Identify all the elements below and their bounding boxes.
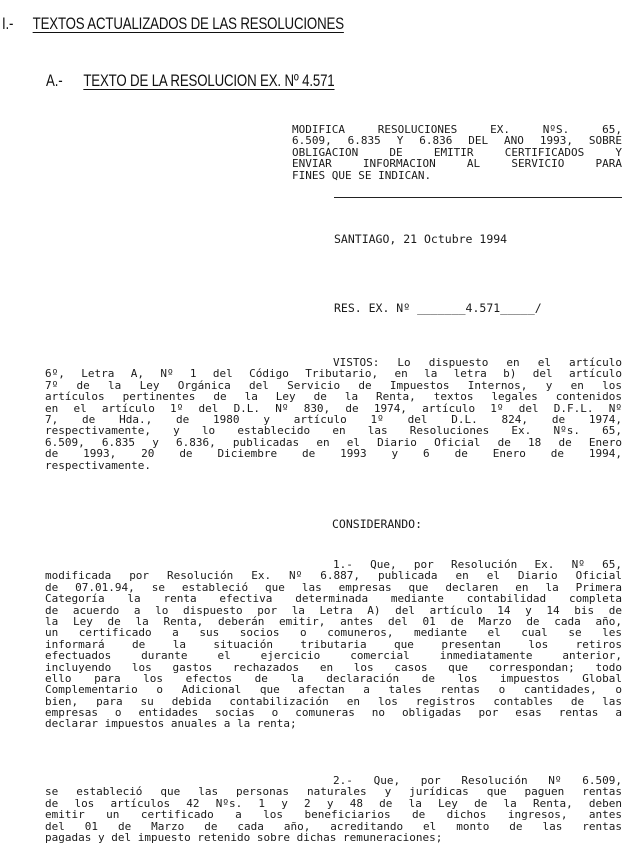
place-date: SANTIAGO, 21 Octubre 1994 [334,232,508,246]
summary-line: FINES QUE SE INDICAN. [292,169,432,181]
considerando-1-line: bien, para su debida contabilización en los registros contables de las [45,695,622,708]
section-heading [2,14,344,34]
vistos-line: 7, de Hda., de 1980 y artículo 1º del D.L. 824, de 1974, [45,413,622,426]
considerando-1-line: la Ley de la Renta, deberán emitir, antes del 01 de Marzo de cada año, [45,615,622,628]
considerando-1-line: Complementario o Adicional que afectan a tales rentas o cantidades, o [45,684,622,696]
vistos-line: respectivamente. [45,459,151,471]
summary-line: 6.509, 6.835 Y 6.836 DEL AÑO 1993, SOBRE [292,135,622,147]
summary-line: OBLIGACION DE EMITIR CERTIFICADOS Y [292,146,622,159]
considerando-1-paragraph [45,559,622,730]
considerando-1-line: un certificado a sus socios o comuneros, mediante el cual se les [45,627,622,639]
subsection-letter: A.- [46,71,63,90]
considerando-1-line: informará de la situación tributaria que presentan los retiros [45,638,622,651]
vistos-paragraph [45,357,622,471]
considerando-1-line: empresas o entidades socias o comuneras no obligadas por esas rentas a [45,707,622,719]
considerando-2-line: de los artículos 42 Nºs. 1 y 2 y 48 de la Ley de la Renta, deben [45,797,622,810]
considerando-1-line: efectuados durante el ejercicio comercial inmediatamente anterior, [45,650,622,662]
considerando-1-line: ello para los efectos de la declaración de los impuestos Global [45,672,622,685]
resolution-number: RES. EX. Nº _______4.571_____/ [334,301,542,315]
considerando-2-line: pagadas y del impuesto retenido sobre dichas remuneraciones; [45,831,443,844]
section-number: I.- [2,14,14,33]
considerando-1-line: Categoría la renta efectiva determinada mediante contabilidad completa [45,593,622,605]
considerando-1-line: 1.- Que, por Resolución Ex. Nº 65, [333,559,622,571]
vistos-line: en el artículo 1º del D.L. Nº 830, de 1974, artículo 1º del D.F.L. Nº [45,402,622,414]
vistos-line: de 1993, 20 de Diciembre de 1993 y 6 de Enero de 1994, [45,448,622,460]
vistos-line: VISTOS: Lo dispuesto en el artículo [333,357,622,369]
considerando-2-line: 2.- Que, por Resolución Nº 6.509, [333,775,622,787]
summary-divider [334,197,622,198]
considerando-2-line: se estableció que las personas naturales y jurídicas que paguen rentas [45,786,622,798]
subsection-heading [46,71,335,91]
vistos-line: 6.509, 6.835 y 6.836, publicadas en el Diario Oficial de 18 de Enero [45,436,622,449]
summary-line: ENVIAR INFORMACION AL SERVICIO PARA [292,158,622,170]
considerando-2-line: emitir un certificado a los beneficiarios de dichos ingresos, antes [45,809,622,821]
vistos-line: 6º, Letra A, Nº 1 del Código Tributario, en la letra b) del artículo [45,368,622,380]
considerando-1-line: declarar impuestos anuales a la renta; [45,718,297,730]
vistos-line: 7º de la Ley Orgánica del Servicio de Impuestos Internos, y en los [45,379,622,392]
considerando-1-line: de acuerdo a lo dispuesto por la Letra A) del artículo 14 y 14 bis de [45,604,622,616]
considerando-heading: CONSIDERANDO: [332,517,423,531]
summary-block [292,124,622,181]
considerando-2-line: del 01 de Marzo de cada año, acreditando el monto de las rentas [45,820,622,832]
vistos-line: respectivamente, y lo establecido en las Resoluciones Ex. Nºs. 65, [45,425,622,437]
section-title: TEXTOS ACTUALIZADOS DE LAS RESOLUCIONES [32,14,344,33]
vistos-line: artículos pertinentes de la Ley de la Renta, textos legales contenidos [45,391,622,403]
summary-line: MODIFICA RESOLUCIONES EX. NºS. 65, [292,124,622,136]
subsection-title: TEXTO DE LA RESOLUCION EX. Nº 4.571 [83,71,335,90]
considerando-1-line: incluyendo los gastos rechazados en los casos que correspondan; todo [45,661,622,673]
considerando-1-line: modificada por Resolución Ex. Nº 6.887, publicada en el Diario Oficial [45,570,622,582]
considerando-2-paragraph [45,775,622,843]
considerando-1-line: de 07.01.94, se estableció que las empresas que declaren en la Primera [45,581,622,594]
